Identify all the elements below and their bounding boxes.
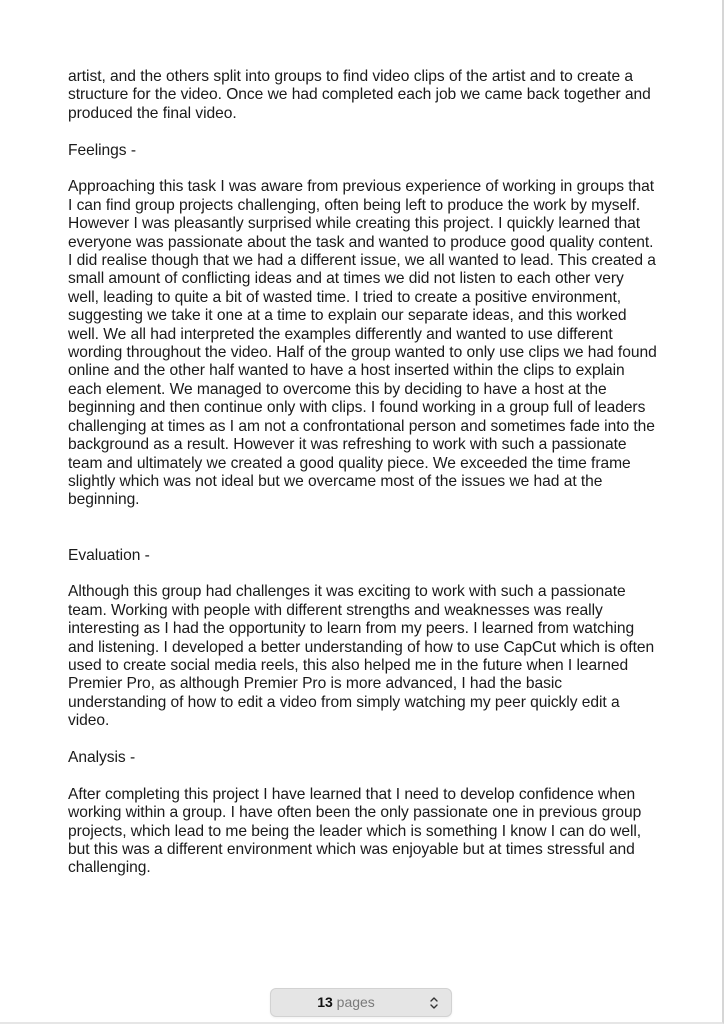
section-body-evaluation: Although this group had challenges it was exciting to work with such a passionate team. Working with people with different strengths and weaknesses was really interesting as I had the opportunity to learn from my peers. I learned from watching and listening. I developed a better understanding of how to use CapCut which is often used to create social media reels, this also helped me in the future when I learned Premier Pro, as although Premier Pro is more advanced, I had the basic understanding of how to edit a video from simply watching my peer quickly edit a video. <box>68 583 655 730</box>
spacer <box>68 731 658 749</box>
intro-paragraph: artist, and the others split into groups to find video clips of the artist and to create a structure for the video. Once we had completed each job we came back together and produced the final video. <box>68 68 651 122</box>
spacer <box>68 510 658 547</box>
up-down-chevron-icon[interactable] <box>429 996 439 1010</box>
section-body-analysis: After completing this project I have learned that I need to develop confidence when working within a group. I have often been the only passionate one in previous group projects, which lead to me being the leader which is something I know I can do well, but this was a different environment which was enjoyable but at times stressful and challenging. <box>68 785 642 877</box>
document-content <box>68 68 658 878</box>
page-count-number: 13 <box>317 994 333 1010</box>
spacer <box>68 767 658 785</box>
section-heading-analysis: Analysis - <box>68 748 136 766</box>
page-count-unit: pages <box>336 994 375 1010</box>
spacer <box>68 160 658 178</box>
spacer <box>68 565 658 583</box>
page-count-selector[interactable] <box>270 988 452 1017</box>
section-heading-feelings: Feelings - <box>68 141 136 159</box>
spacer <box>68 123 658 141</box>
section-heading-evaluation: Evaluation - <box>68 546 150 564</box>
section-body-feelings: Approaching this task I was aware from previous experience of working in groups that I can find group projects challenging, often being left to produce the work by myself. However I was pleasantly surprised while creating this project. I quickly learned that everyone was passionate about the task and wanted to produce good quality content. I did realise though that we had a different issue, we all wanted to lead. This created a small amount of conflicting ideas and at times we did not listen to each other very well, leading to quite a bit of wasted time. I tried to create a positive environment, suggesting we take it one at a time to explain our separate ideas, and this worked well. We all had interpreted the examples differently and wanted to use different wording throughout the video. Half of the group wanted to only use clips we had found online and the other half wanted to have a host inserted within the clips to explain each element. We managed to overcome this by deciding to have a host at the beginning and then continue only with clips. I found working in a group full of leaders challenging at times as I am not a confrontational person and sometimes fade into the background as a result. However it was refreshing to work with such a passionate team and ultimately we created a good quality piece. We exceeded the time frame slightly which was not ideal but we overcame most of the issues we had at the beginning. <box>68 178 657 509</box>
page-count-label <box>271 988 421 1017</box>
